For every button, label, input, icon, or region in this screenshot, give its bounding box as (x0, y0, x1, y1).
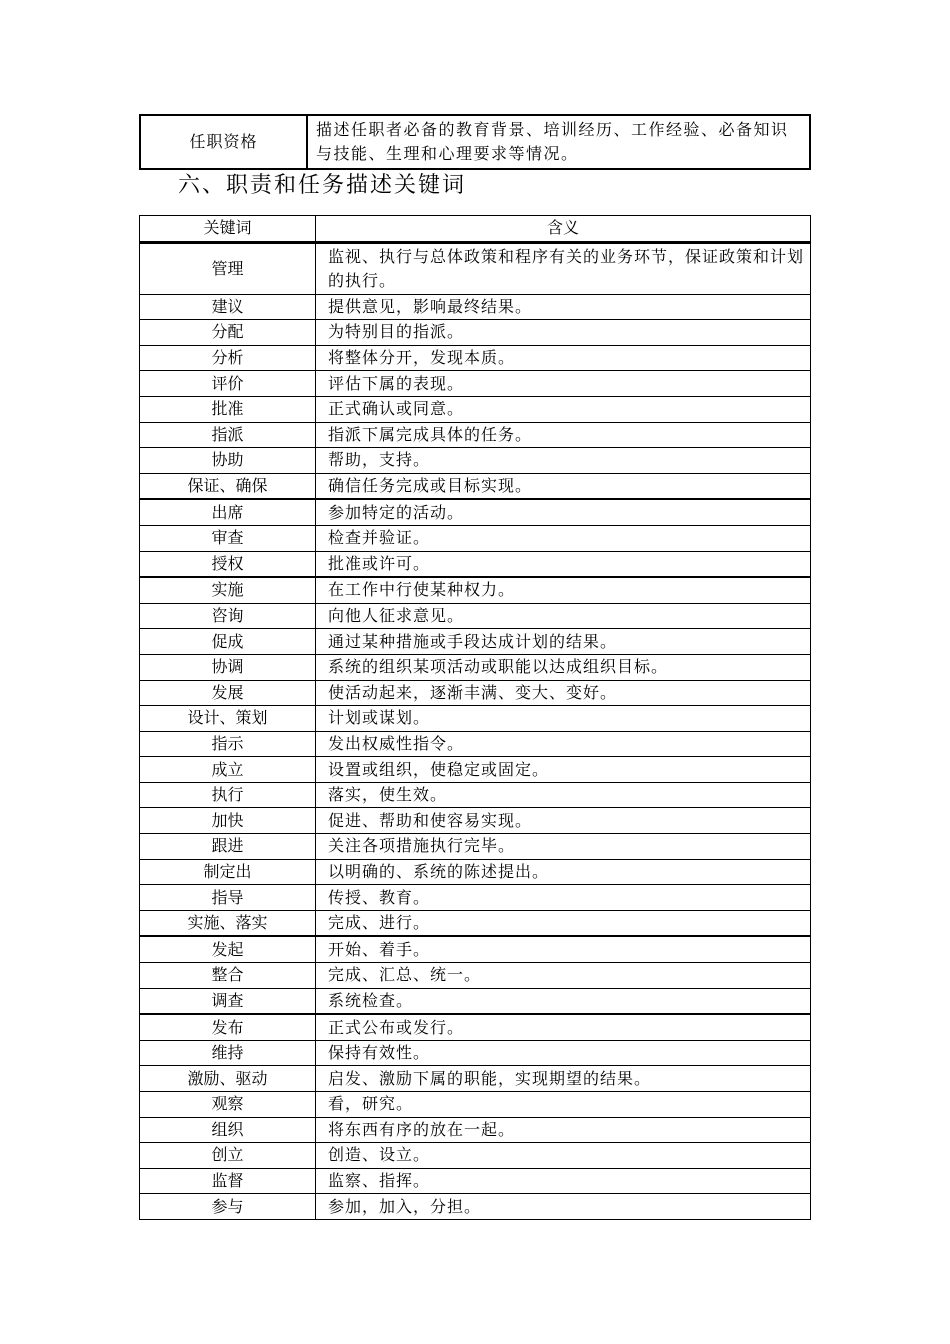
table-row (140, 963, 811, 989)
table-row (140, 577, 811, 603)
keyword-cell: 跟进 (140, 834, 316, 860)
meaning-cell: 在工作中行使某种权力。 (316, 577, 811, 603)
meaning-cell: 以明确的、系统的陈述提出。 (316, 859, 811, 885)
meaning-cell: 为特别目的指派。 (316, 320, 811, 346)
qualification-row (140, 115, 810, 169)
meaning-cell: 监视、执行与总体政策和程序有关的业务环节，保证政策和计划的执行。 (316, 242, 811, 294)
keyword-table (139, 215, 811, 1220)
meaning-cell: 计划或谋划。 (316, 706, 811, 732)
meaning-cell: 保持有效性。 (316, 1040, 811, 1066)
meaning-cell: 监察、指挥。 (316, 1168, 811, 1194)
table-row (140, 936, 811, 962)
table-row (140, 242, 811, 294)
meaning-cell: 促进、帮助和使容易实现。 (316, 808, 811, 834)
qualification-description: 描述任职者必备的教育背景、培训经历、工作经验、必备知识与技能、生理和心理要求等情况。 (307, 115, 810, 169)
meaning-cell: 批准或许可。 (316, 551, 811, 577)
table-row (140, 499, 811, 525)
table-row (140, 1143, 811, 1169)
table-row (140, 448, 811, 474)
keyword-cell: 指派 (140, 422, 316, 448)
table-row (140, 473, 811, 499)
meaning-cell: 检查并验证。 (316, 525, 811, 551)
meaning-cell: 参加特定的活动。 (316, 499, 811, 525)
table-row (140, 294, 811, 320)
meaning-cell: 系统的组织某项活动或职能以达成组织目标。 (316, 654, 811, 680)
meaning-cell: 落实，使生效。 (316, 782, 811, 808)
table-row (140, 731, 811, 757)
meaning-cell: 完成、汇总、统一。 (316, 963, 811, 989)
meaning-cell: 正式公布或发行。 (316, 1014, 811, 1040)
table-row (140, 320, 811, 346)
keyword-cell: 审查 (140, 525, 316, 551)
meaning-cell: 设置或组织，使稳定或固定。 (316, 757, 811, 783)
meaning-cell: 将整体分开，发现本质。 (316, 345, 811, 371)
keyword-cell: 管理 (140, 242, 316, 294)
table-row (140, 371, 811, 397)
meaning-cell: 关注各项措施执行完毕。 (316, 834, 811, 860)
keyword-cell: 咨询 (140, 603, 316, 629)
keyword-cell: 成立 (140, 757, 316, 783)
meaning-cell: 使活动起来，逐渐丰满、变大、变好。 (316, 680, 811, 706)
keyword-cell: 保证、确保 (140, 473, 316, 499)
meaning-cell: 正式确认或同意。 (316, 396, 811, 422)
table-row (140, 654, 811, 680)
meaning-cell: 创造、设立。 (316, 1143, 811, 1169)
meaning-cell: 参加，加入，分担。 (316, 1194, 811, 1220)
meaning-cell: 通过某种措施或手段达成计划的结果。 (316, 629, 811, 655)
table-row (140, 910, 811, 936)
meaning-cell: 将东西有序的放在一起。 (316, 1117, 811, 1143)
keyword-cell: 发起 (140, 936, 316, 962)
table-row (140, 988, 811, 1014)
keyword-cell: 出席 (140, 499, 316, 525)
table-row (140, 1040, 811, 1066)
keyword-cell: 调查 (140, 988, 316, 1014)
table-row (140, 525, 811, 551)
meaning-cell: 评估下属的表现。 (316, 371, 811, 397)
table-row (140, 757, 811, 783)
table-row (140, 1168, 811, 1194)
keyword-cell: 维持 (140, 1040, 316, 1066)
meaning-cell: 确信任务完成或目标实现。 (316, 473, 811, 499)
keyword-cell: 发展 (140, 680, 316, 706)
table-row (140, 345, 811, 371)
meaning-cell: 帮助，支持。 (316, 448, 811, 474)
keyword-cell: 协调 (140, 654, 316, 680)
section-heading: 六、职责和任务描述关键词 (178, 173, 467, 198)
table-row (140, 422, 811, 448)
meaning-cell: 看，研究。 (316, 1092, 811, 1118)
keyword-cell: 实施 (140, 577, 316, 603)
meaning-cell: 提供意见，影响最终结果。 (316, 294, 811, 320)
table-row (140, 1066, 811, 1092)
header-keyword: 关键词 (140, 216, 316, 243)
keyword-cell: 监督 (140, 1168, 316, 1194)
keyword-cell: 观察 (140, 1092, 316, 1118)
keyword-cell: 分析 (140, 345, 316, 371)
keyword-cell: 执行 (140, 782, 316, 808)
table-row (140, 396, 811, 422)
meaning-cell: 发出权威性指令。 (316, 731, 811, 757)
table-row (140, 680, 811, 706)
keyword-table-body (140, 242, 811, 1219)
keyword-cell: 评价 (140, 371, 316, 397)
keyword-cell: 组织 (140, 1117, 316, 1143)
table-row (140, 885, 811, 911)
meaning-cell: 启发、激励下属的职能，实现期望的结果。 (316, 1066, 811, 1092)
table-row (140, 834, 811, 860)
keyword-cell: 促成 (140, 629, 316, 655)
table-row (140, 603, 811, 629)
table-row (140, 706, 811, 732)
keyword-cell: 设计、策划 (140, 706, 316, 732)
keyword-cell: 创立 (140, 1143, 316, 1169)
keyword-cell: 指导 (140, 885, 316, 911)
qualification-label: 任职资格 (140, 115, 307, 169)
table-row (140, 551, 811, 577)
keyword-cell: 批准 (140, 396, 316, 422)
meaning-cell: 传授、教育。 (316, 885, 811, 911)
keyword-cell: 分配 (140, 320, 316, 346)
table-row (140, 782, 811, 808)
table-row (140, 859, 811, 885)
meaning-cell: 完成、进行。 (316, 910, 811, 936)
table-row (140, 1194, 811, 1220)
keyword-cell: 加快 (140, 808, 316, 834)
keyword-cell: 协助 (140, 448, 316, 474)
keyword-cell: 指示 (140, 731, 316, 757)
keyword-cell: 参与 (140, 1194, 316, 1220)
keyword-cell: 实施、落实 (140, 910, 316, 936)
meaning-cell: 开始、着手。 (316, 936, 811, 962)
meaning-cell: 系统检查。 (316, 988, 811, 1014)
meaning-cell: 向他人征求意见。 (316, 603, 811, 629)
table-row (140, 629, 811, 655)
keyword-table-header (140, 216, 811, 243)
table-row (140, 1117, 811, 1143)
table-row (140, 1092, 811, 1118)
table-row (140, 808, 811, 834)
qualification-table (139, 114, 811, 170)
keyword-cell: 授权 (140, 551, 316, 577)
keyword-cell: 整合 (140, 963, 316, 989)
table-row (140, 1014, 811, 1040)
keyword-cell: 发布 (140, 1014, 316, 1040)
keyword-cell: 激励、驱动 (140, 1066, 316, 1092)
header-meaning: 含义 (316, 216, 811, 243)
keyword-cell: 制定出 (140, 859, 316, 885)
meaning-cell: 指派下属完成具体的任务。 (316, 422, 811, 448)
keyword-cell: 建议 (140, 294, 316, 320)
